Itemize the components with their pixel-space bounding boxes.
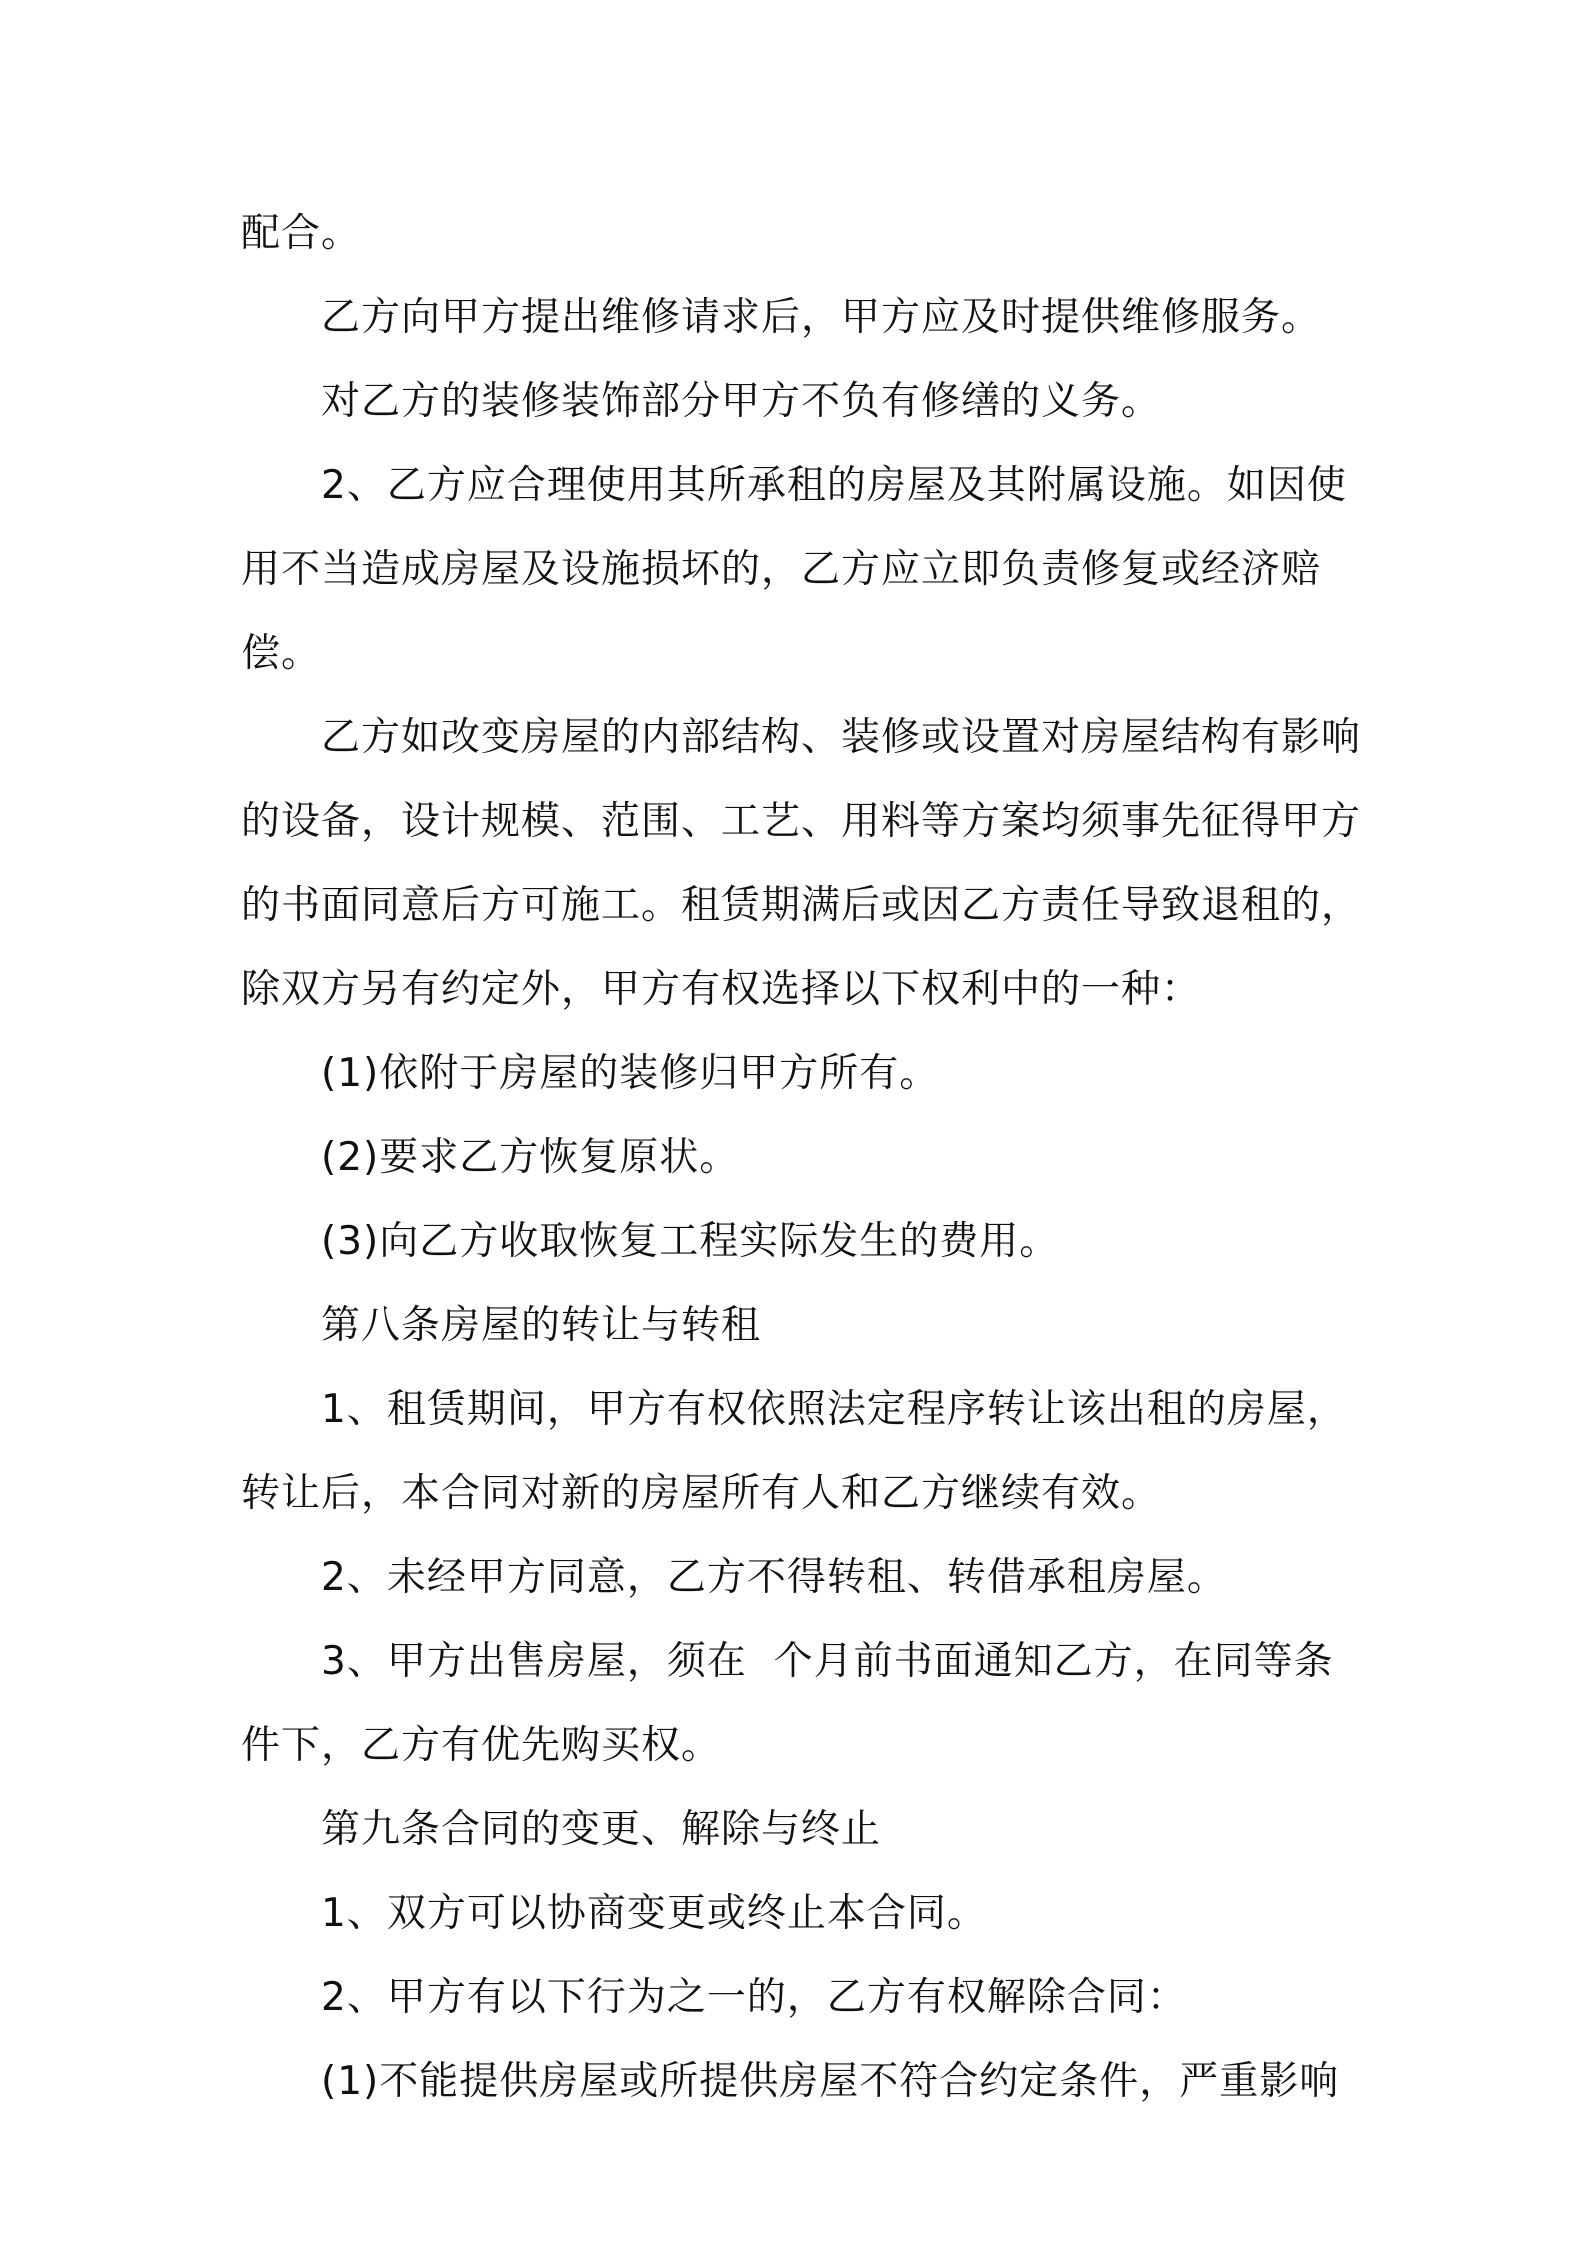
section-heading: 第八条房屋的转让与转租 (321, 1303, 762, 1348)
paragraph: 对乙方的装修装饰部分甲方不负有修缮的义务。 (321, 379, 1162, 424)
list-item: (3)向乙方收取恢复工程实际发生的费用。 (321, 1219, 1060, 1264)
paragraph: 1、租赁期间，甲方有权依照法定程序转让该出租的房屋，转让后，本合同对新的房屋所有人和乙方继续有效。 (241, 1387, 1347, 1516)
paragraph: 1、双方可以协商变更或终止本合同。 (321, 1891, 987, 1936)
list-item: (1)不能提供房屋或所提供房屋不符合约定条件，严重影响 (321, 2059, 1340, 2104)
section-heading: 第九条合同的变更、解除与终止 (321, 1807, 882, 1852)
paragraph: 配合。 (241, 211, 362, 256)
paragraph: 2、乙方应合理使用其所承租的房屋及其附属设施。如因使用不当造成房屋及设施损坏的，乙方应立即负责修复或经济赔偿。 (241, 463, 1347, 676)
paragraph: 2、甲方有以下行为之一的，乙方有权解除合同： (321, 1975, 1187, 2020)
paragraph: 乙方向甲方提出维修请求后，甲方应及时提供维修服务。 (321, 295, 1322, 340)
list-item: (1)依附于房屋的装修归甲方所有。 (321, 1051, 940, 1096)
paragraph: 2、未经甲方同意，乙方不得转租、转借承租房屋。 (321, 1555, 1227, 1600)
paragraph: 3、甲方出售房屋，须在 个月前书面通知乙方，在同等条件下，乙方有优先购买权。 (241, 1639, 1334, 1768)
list-item: (2)要求乙方恢复原状。 (321, 1135, 740, 1180)
document-body (241, 192, 1361, 2124)
paragraph: 乙方如改变房屋的内部结构、装修或设置对房屋结构有影响的设备，设计规模、范围、工艺、用料等方案均须事先征得甲方的书面同意后方可施工。租赁期满后或因乙方责任导致退租的，除双方另有约定外，甲方有权选择以下权利中的一种： (241, 715, 1362, 1012)
